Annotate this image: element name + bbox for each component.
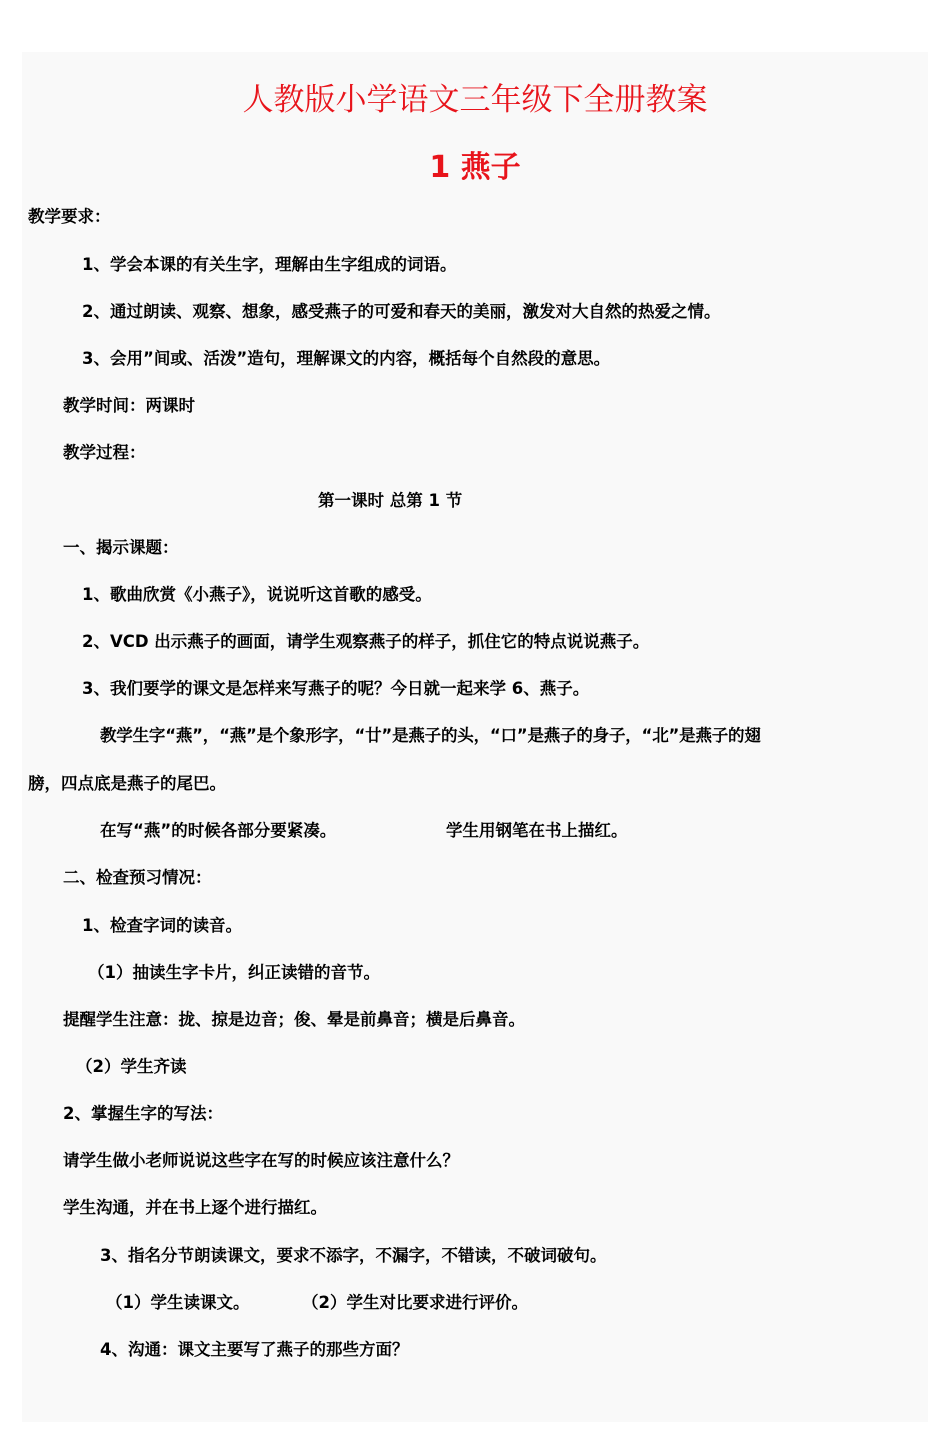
text-line: 2、掌握生字的写法：: [63, 1104, 223, 1123]
text-line: 3、会用”间或、活泼”造句，理解课文的内容，概括每个自然段的意思。: [82, 349, 611, 368]
lesson-title: 1 燕子: [429, 150, 521, 185]
text-line: 请学生做小老师说说这些字在写的时候应该注意什么？: [63, 1151, 459, 1170]
text-line: 1、歌曲欣赏《小燕子》，说说听这首歌的感受。: [82, 585, 432, 604]
text-line: 在写“燕”的时候各部分要紧凑。: [100, 821, 337, 840]
text-line: 教学时间：两课时: [63, 396, 195, 415]
text-line: 1、检查字词的读音。: [82, 916, 242, 935]
text-line: （2）学生齐读: [76, 1057, 187, 1076]
text-line: 膀，四点底是燕子的尾巴。: [28, 774, 226, 793]
section-heading: 第一课时 总第 1 节: [318, 491, 463, 510]
text-line: 3、指名分节朗读课文，要求不添字，不漏字，不错读，不破词破句。: [100, 1246, 607, 1265]
text-line: 2、通过朗读、观察、想象，感受燕子的可爱和春天的美丽，激发对大自然的热爱之情。: [82, 302, 721, 321]
text-line: 教学生字“燕”，“燕”是个象形字，“廿”是燕子的头，“口”是燕子的身子，“北”是燕子的翅: [100, 726, 761, 745]
text-line: 提醒学生注意：拢、掠是边音；俊、晕是前鼻音；横是后鼻音。: [63, 1010, 525, 1029]
text-line: 二、检查预习情况：: [63, 868, 212, 887]
text-line: （2）学生对比要求进行评价。: [302, 1293, 528, 1312]
text-line: 教学要求：: [28, 207, 111, 226]
text-line: 学生沟通，并在书上逐个进行描红。: [63, 1198, 327, 1217]
text-line: 学生用钢笔在书上描红。: [446, 821, 628, 840]
text-line: 4、沟通：课文主要写了燕子的那些方面？: [100, 1340, 409, 1359]
document-title: 人教版小学语文三年级下全册教案: [242, 82, 708, 118]
text-line: （1）学生读课文。: [106, 1293, 250, 1312]
text-line: 1、学会本课的有关生字，理解由生字组成的词语。: [82, 255, 457, 274]
text-line: 3、我们要学的课文是怎样来写燕子的呢？今日就一起来学 6、燕子。: [82, 679, 590, 698]
text-line: 教学过程：: [63, 443, 146, 462]
text-line: 2、VCD 出示燕子的画面，请学生观察燕子的样子，抓住它的特点说说燕子。: [82, 632, 650, 651]
text-line: 一、揭示课题：: [63, 538, 179, 557]
text-line: （1）抽读生字卡片，纠正读错的音节。: [88, 963, 380, 982]
